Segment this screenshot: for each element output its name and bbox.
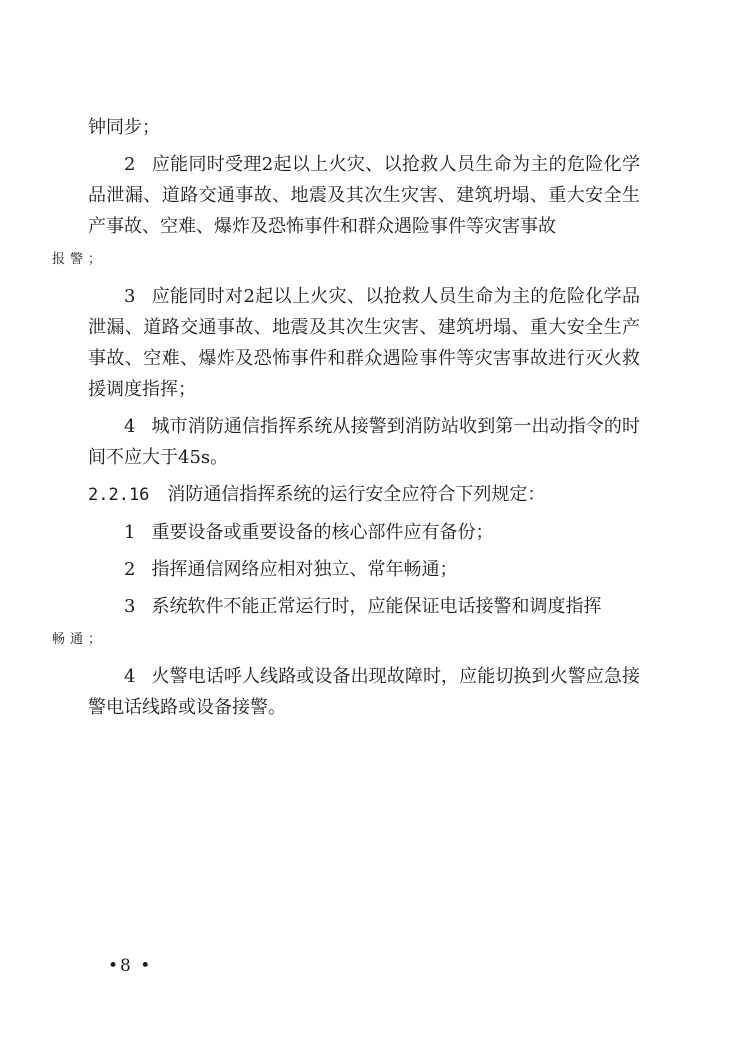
- item-text-tail: 畅通；: [52, 632, 107, 647]
- list-item: [88, 517, 640, 548]
- item-text-tail: 报警；: [52, 252, 107, 267]
- item-number: 2: [124, 559, 136, 580]
- item-number: 3: [124, 286, 136, 307]
- item-number: 1: [124, 522, 136, 543]
- page-content: [52, 112, 640, 729]
- list-item: [52, 591, 640, 655]
- item-text: 重要设备或重要设备的核心部件应有备份；: [151, 522, 494, 543]
- item-number: 2: [124, 154, 136, 175]
- item-text: 应能同时受理2起以上火灾、以抢救人员生命为主的危险化学品泄漏、道路交通事故、地震及其次生灾害、建筑坍塌、重大安全生产事故、空难、爆炸及恐怖事件和群众遇险事件等灾害事故: [88, 154, 640, 237]
- page-number: •8 •: [108, 956, 153, 976]
- clause-number: 2.2.16: [88, 485, 150, 505]
- item-number: 3: [124, 596, 136, 617]
- list-item: [52, 149, 640, 275]
- item-number: 4: [124, 416, 136, 437]
- item-number: 4: [124, 666, 136, 687]
- list-item: [88, 661, 640, 723]
- paragraph-text: 钟同步；: [88, 117, 160, 138]
- item-text: 城市消防通信指挥系统从接警到消防站收到第一出动指令的时间不应大于45s。: [88, 416, 640, 468]
- list-item: [88, 554, 640, 585]
- clause-heading: [88, 479, 640, 511]
- list-item: [88, 411, 640, 473]
- item-text: 指挥通信网络应相对独立、常年畅通；: [151, 559, 458, 580]
- item-text: 火警电话呼人线路或设备出现故障时，应能切换到火警应急接警电话线路或设备接警。: [88, 666, 640, 718]
- item-text: 应能同时对2起以上火灾、以抢救人员生命为主的危险化学品泄漏、道路交通事故、地震及其次生灾害、建筑坍塌、重大安全生产事故、空难、爆炸及恐怖事件和群众遇险事件等灾害事故进行灭火救援调度指挥；: [88, 286, 640, 400]
- paragraph-continuation: [88, 112, 640, 143]
- item-text: 系统软件不能正常运行时，应能保证电话接警和调度指挥: [151, 596, 602, 617]
- clause-text: 消防通信指挥系统的运行安全应符合下列规定：: [167, 484, 546, 505]
- list-item: [88, 281, 640, 405]
